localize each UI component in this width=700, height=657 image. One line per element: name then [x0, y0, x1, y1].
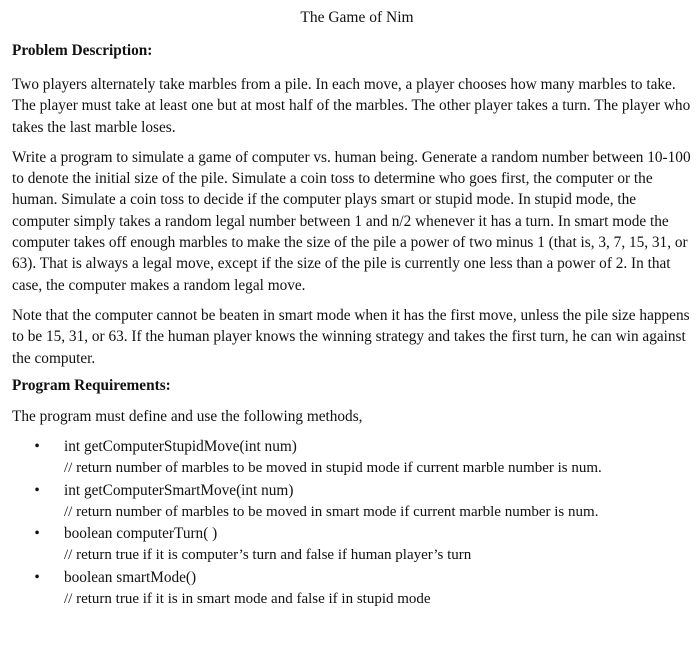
list-item — [12, 436, 692, 480]
program-requirements-heading: Program Requirements: — [12, 376, 171, 394]
problem-description-heading: Problem Description: — [12, 42, 153, 59]
method-signature: boolean computerTurn( ) — [64, 525, 218, 543]
method-comment: // return number of marbles to be moved in stupid mode if current marble number is num. — [64, 459, 602, 476]
method-comment: // return number of marbles to be moved in smart mode if current marble number is num. — [64, 503, 599, 520]
requirements-intro: The program must define and use the following methods, — [12, 407, 363, 425]
bullet-icon: • — [34, 438, 40, 456]
method-signature: int getComputerSmartMove(int num) — [64, 481, 294, 499]
bullet-icon: • — [34, 568, 40, 586]
problem-paragraph-2: Write a program to simulate a game of computer vs. human being. Generate a random number between 10-100 to denote the initial size of the pile. Simulate a coin toss to determine who goes first, the computer or the human. Simulate a coin toss to decide if the computer plays smart or stupid mode. In stupid mode, the computer simply takes a random legal number between 1 and n/2 whenever it has a turn. In smart mode the computer takes off enough marbles to make the size of the pile a power of two minus 1 (that is, 3, 7, 15, 31, or 63). That is always a legal move, except if the size of the pile is currently one less than a power of 2. In that case, the computer makes a random legal move. — [12, 148, 691, 294]
document-title: The Game of Nim — [300, 9, 414, 26]
list-item — [12, 567, 692, 611]
list-item — [12, 480, 692, 524]
problem-paragraph-3: Note that the computer cannot be beaten in smart mode when it has the first move, unless the pile size happens to be 15, 31, or 63. If the human player knows the winning strategy and takes the first turn, he can win against the computer. — [12, 306, 690, 367]
list-item — [12, 523, 692, 567]
method-comment: // return true if it is computer’s turn and false if human player’s turn — [64, 547, 472, 564]
method-signature: boolean smartMode() — [64, 568, 197, 586]
method-comment: // return true if it is in smart mode and false if in stupid mode — [64, 590, 431, 607]
document-page — [12, 0, 692, 611]
bullet-icon: • — [34, 481, 40, 499]
problem-paragraph-1: Two players alternately take marbles from a pile. In each move, a player chooses how many marbles to take. The player must take at least one but at most half of the marbles. The other player takes a turn. The player who takes the last marble loses. — [12, 76, 691, 136]
methods-list — [12, 436, 692, 610]
method-signature: int getComputerStupidMove(int num) — [64, 438, 297, 456]
bullet-icon: • — [34, 525, 40, 543]
